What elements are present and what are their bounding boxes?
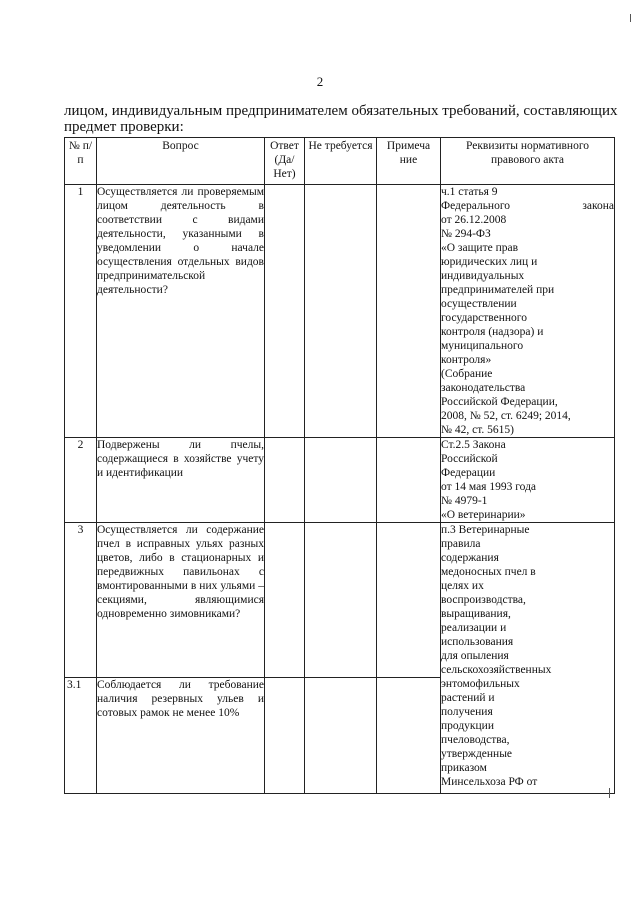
header-question: Вопрос <box>97 138 265 185</box>
row-number: 3 <box>65 523 97 678</box>
requisites-cell: п.3 Ветеринарные правила содержания медоносных пчел в целях их воспроизводства, выращивания, реализации и использования для опыления сельскохозяйственных энтомофильных растений и получения продукции пчеловодства, утвержденные приказом Минсельхоза РФ от <box>441 523 615 794</box>
row-number: 3.1 <box>65 678 97 794</box>
intro-paragraph <box>64 103 616 135</box>
table-row <box>65 438 615 523</box>
answer-cell[interactable] <box>265 678 305 794</box>
scan-margin-mark <box>609 788 610 798</box>
note-cell[interactable] <box>377 438 441 523</box>
intro-line-1: лицом, индивидуальным предпринимателем обязательных требований, составляющих <box>64 103 618 119</box>
page-number: 2 <box>316 74 324 89</box>
not-required-cell[interactable] <box>305 438 377 523</box>
row-number: 2 <box>65 438 97 523</box>
question-cell: Соблюдается ли требование наличия резервных ульев и сотовых рамок не менее 10% <box>97 678 265 794</box>
checklist-table <box>64 137 615 794</box>
table-row <box>65 185 615 438</box>
header-answer: Ответ (Да/ Нет) <box>265 138 305 185</box>
question-cell: Осуществляется ли проверяемым лицом деятельность в соответствии с видами деятельности, указанными в уведомлении о начале осуществления отдельных видов предпринимательской деятельности? <box>97 185 265 438</box>
requisites-line: Федерального закона <box>441 200 614 212</box>
note-cell[interactable] <box>377 523 441 678</box>
header-requisites: Реквизиты нормативного правового акта <box>441 138 615 185</box>
row-number: 1 <box>65 185 97 438</box>
requisites-line: ч.1 статья 9 <box>441 186 498 198</box>
header-not-required: Не требуется <box>305 138 377 185</box>
header-note: Примеча ние <box>377 138 441 185</box>
requisites-cell: Ст.2.5 Закона Российской Федерации от 14 мая 1993 года № 4979-1 «О ветеринарии» <box>441 438 615 523</box>
header-num: № п/п <box>65 138 97 185</box>
note-cell[interactable] <box>377 185 441 438</box>
not-required-cell[interactable] <box>305 185 377 438</box>
requisites-text: от 26.12.2008 № 294-ФЗ «О защите прав юридических лиц и индивидуальных предпринимателей при осуществлении государственного контроля (надзора) и муниципального контроля» (Собрание законодательства Российской Федерации, 2008, № 52, ст. 6249; 2014, № 42, ст. 5615) <box>441 214 571 436</box>
table-header-row <box>65 138 615 185</box>
answer-cell[interactable] <box>265 185 305 438</box>
question-cell: Осуществляется ли содержание пчел в исправных ульях разных цветов, либо в стационарных и передвижных павильонах с вмонтированными в них ульями – секциями, являющимися одновременно зимовниками? <box>97 523 265 678</box>
scan-margin-mark <box>630 14 631 22</box>
answer-cell[interactable] <box>265 438 305 523</box>
question-cell: Подвержены ли пчелы, содержащиеся в хозяйстве учету и идентификации <box>97 438 265 523</box>
intro-line-2: предмет проверки: <box>64 119 184 135</box>
table-row <box>65 523 615 678</box>
not-required-cell[interactable] <box>305 678 377 794</box>
note-cell[interactable] <box>377 678 441 794</box>
requisites-cell <box>441 185 615 438</box>
answer-cell[interactable] <box>265 523 305 678</box>
not-required-cell[interactable] <box>305 523 377 678</box>
